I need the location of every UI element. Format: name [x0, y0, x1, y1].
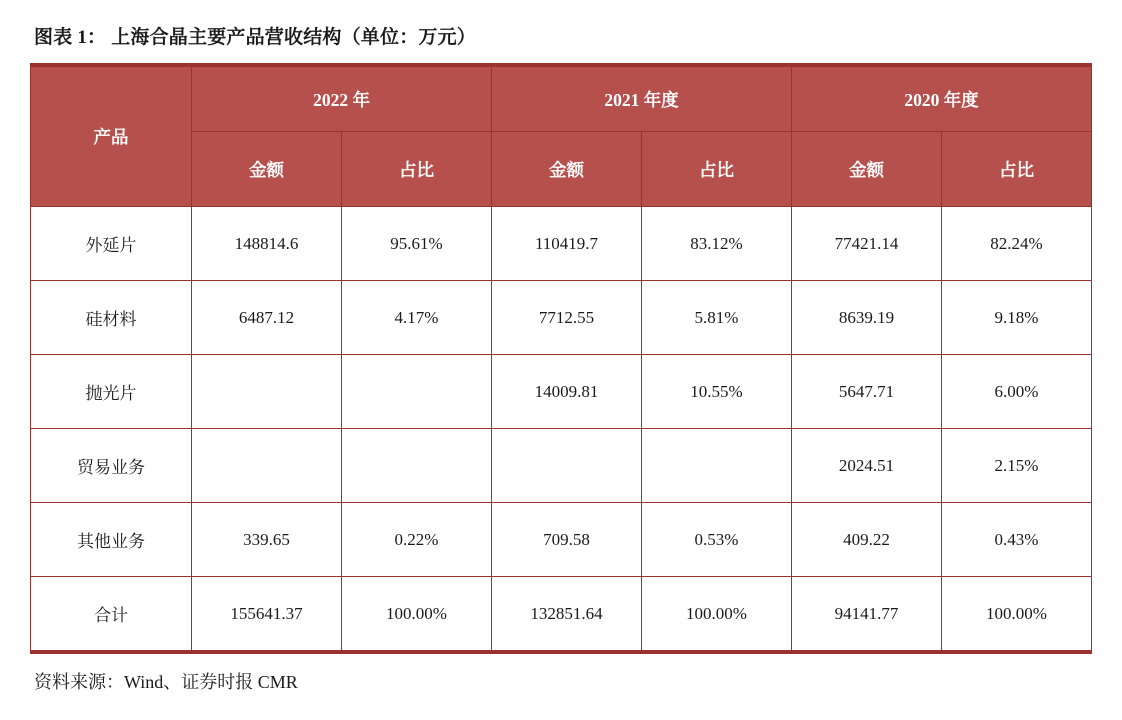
cell-value: 4.17% — [342, 281, 492, 355]
cell-value: 14009.81 — [492, 355, 642, 429]
cell-value: 7712.55 — [492, 281, 642, 355]
cell-value: 155641.37 — [192, 577, 342, 651]
figure-caption: 图表 1： 上海合晶主要产品营收结构（单位：万元） — [34, 27, 477, 48]
cell-value: 82.24% — [942, 207, 1092, 281]
cell-value — [642, 429, 792, 503]
revenue-structure-table — [30, 66, 1092, 651]
cell-value — [192, 355, 342, 429]
header-year-2021: 2021 年度 — [492, 67, 792, 132]
cell-value: 339.65 — [192, 503, 342, 577]
cell-value — [342, 355, 492, 429]
header-2020-ratio: 占比 — [942, 132, 1092, 207]
row-product-label: 贸易业务 — [31, 429, 192, 503]
cell-value: 148814.6 — [192, 207, 342, 281]
header-2022-amount: 金额 — [192, 132, 342, 207]
cell-value: 2024.51 — [792, 429, 942, 503]
cell-value: 10.55% — [642, 355, 792, 429]
row-product-label: 硅材料 — [31, 281, 192, 355]
table-row — [31, 355, 1092, 429]
header-year-2022: 2022 年 — [192, 67, 492, 132]
header-2021-amount: 金额 — [492, 132, 642, 207]
cell-value: 100.00% — [342, 577, 492, 651]
cell-value: 6.00% — [942, 355, 1092, 429]
source-note: 资料来源：Wind、证券时报 CMR — [34, 672, 298, 692]
table-header — [31, 67, 1092, 207]
header-year-2020: 2020 年度 — [792, 67, 1092, 132]
table-row — [31, 429, 1092, 503]
cell-value: 132851.64 — [492, 577, 642, 651]
table-body — [31, 207, 1092, 651]
cell-value: 2.15% — [942, 429, 1092, 503]
cell-value: 6487.12 — [192, 281, 342, 355]
row-product-label: 外延片 — [31, 207, 192, 281]
cell-value: 709.58 — [492, 503, 642, 577]
cell-value: 0.22% — [342, 503, 492, 577]
cell-value: 95.61% — [342, 207, 492, 281]
header-row-years — [31, 67, 1092, 132]
cell-value: 5.81% — [642, 281, 792, 355]
cell-value: 0.43% — [942, 503, 1092, 577]
cell-value: 0.53% — [642, 503, 792, 577]
row-product-label: 合计 — [31, 577, 192, 651]
table-row — [31, 577, 1092, 651]
header-2021-ratio: 占比 — [642, 132, 792, 207]
cell-value: 9.18% — [942, 281, 1092, 355]
cell-value: 409.22 — [792, 503, 942, 577]
row-product-label: 其他业务 — [31, 503, 192, 577]
cell-value: 83.12% — [642, 207, 792, 281]
header-2022-ratio: 占比 — [342, 132, 492, 207]
row-product-label: 抛光片 — [31, 355, 192, 429]
table-row — [31, 207, 1092, 281]
cell-value: 5647.71 — [792, 355, 942, 429]
header-2020-amount: 金额 — [792, 132, 942, 207]
cell-value — [192, 429, 342, 503]
cell-value — [342, 429, 492, 503]
cell-value — [492, 429, 642, 503]
cell-value: 8639.19 — [792, 281, 942, 355]
table-row — [31, 281, 1092, 355]
cell-value: 100.00% — [942, 577, 1092, 651]
header-product: 产品 — [31, 67, 192, 207]
cell-value: 110419.7 — [492, 207, 642, 281]
cell-value: 77421.14 — [792, 207, 942, 281]
table-row — [31, 503, 1092, 577]
cell-value: 94141.77 — [792, 577, 942, 651]
cell-value: 100.00% — [642, 577, 792, 651]
